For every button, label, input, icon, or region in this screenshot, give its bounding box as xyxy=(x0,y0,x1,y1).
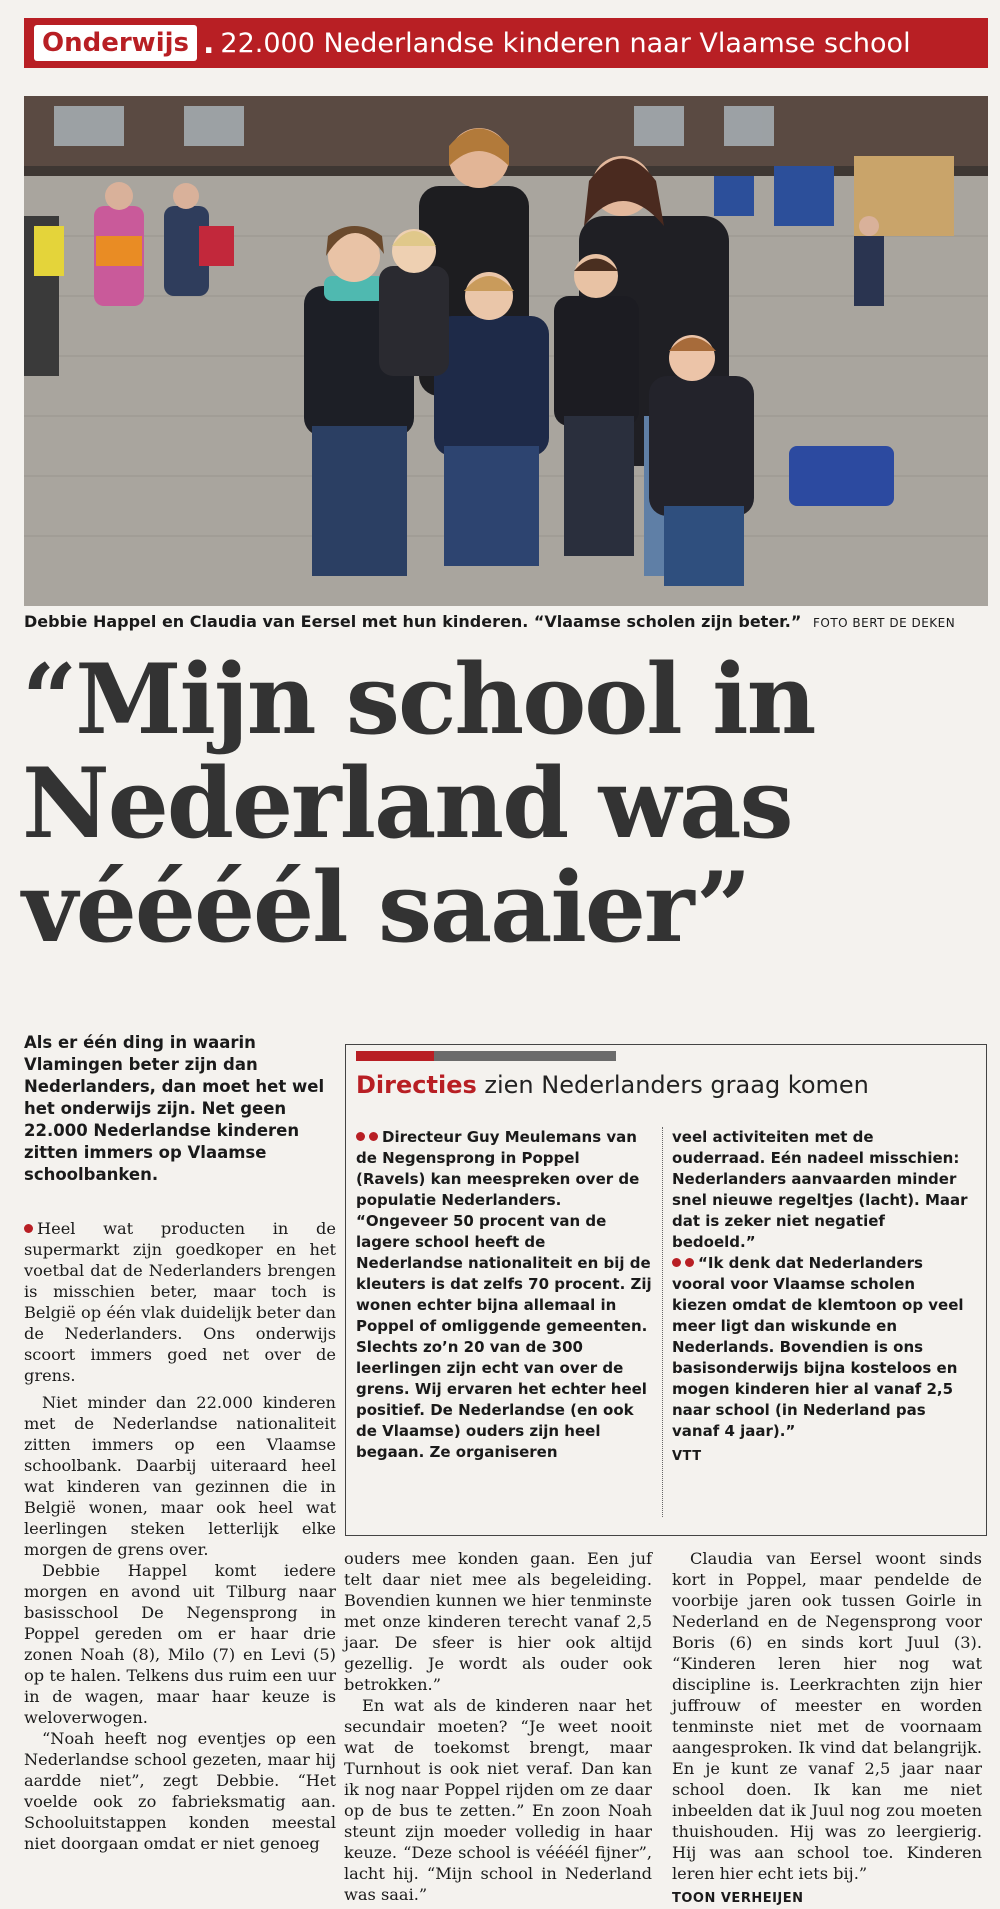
bullet-icon xyxy=(24,1224,33,1233)
article-paragraph: “Noah heeft nog eventjes op een Nederlandse school gezeten, maar hij aardde niet”, zegt Debbie. “Het voelde ook zo fabrieksmatig aan. Schooluitstappen konden meestal niet doorgaan omdat er niet genoeg xyxy=(24,1729,336,1853)
headline xyxy=(22,643,822,964)
box-rule xyxy=(356,1051,616,1061)
box-text: “Ik denk dat Nederlanders vooral voor Vlaamse scholen kiezen omdat de klemtoon op veel meer ligt dan wiskunde en Nederlands. Bovendien is ons basisonderwijs bijna kosteloos en mogen kinderen hier al vanaf 2,5 naar school (in Nederland pas vanaf 4 jaar).” xyxy=(672,1254,964,1440)
article-photo xyxy=(24,96,988,606)
headline-line-2: Nederland was xyxy=(22,747,792,860)
caption-text: Debbie Happel en Claudia van Eersel met hun kinderen. “Vlaamse scholen zijn beter.” xyxy=(24,612,802,631)
photo-credit: FOTO BERT DE DEKEN xyxy=(812,616,956,630)
article-paragraph: ouders mee konden gaan. Een juf telt daar niet mee als begeleiding. Bovendien kunnen we hier tenminste met onze kinderen terecht vanaf 2,5 jaar. De sfeer is hier ook altijd gezellig. Je wordt als ouder ook betrokken.” xyxy=(344,1549,652,1694)
bullet-icon xyxy=(356,1132,365,1141)
headline-line-3: véééél saaier” xyxy=(22,851,750,964)
bullet-icon xyxy=(672,1258,681,1267)
section-separator: . xyxy=(203,25,215,61)
article-paragraph: Debbie Happel komt iedere morgen en avond uit Tilburg naar basisschool De Negensprong in Poppel gereden om er haar drie zonen Noah (8), Milo (7) en Levi (5) op te halen. Telkens dus ruim een uur in de wagen, maar haar keuze is weloverwogen. xyxy=(24,1561,336,1727)
article-paragraph: Claudia van Eersel woont sinds kort in Poppel, maar pendelde de voorbije jaren ook tussen Goirle in Nederland en de Negensprong voor Boris (6) en sinds kort Juul (3). “Kinderen leren hier nog wat discipline is. Leerkrachten zijn hier juffrouw of meester en worden tenminste niet met de voornaam aangesproken. Ik vind dat belangrijk. En je kunt ze vanaf 2,5 jaar naar school doen. Ik kan me niet inbeelden dat ik Juul nog zou moeten thuishouden. Hij was zo leergierig. Hij was aan school toe. Kinderen leren hier echt iets bij.” xyxy=(672,1549,982,1883)
article-column-2 xyxy=(344,1548,652,1905)
lead-paragraph: Als er één ding in waarin Vlamingen beter zijn dan Nederlanders, dan moet het wel het onderwijs zijn. Net geen 22.000 Nederlandse kinderen zitten immers op Vlaamse schoolbanken. xyxy=(24,1033,325,1184)
headline-line-1: “Mijn school in xyxy=(22,643,815,756)
article-paragraph: Heel wat producten in de supermarkt zijn goedkoper en het voetbal dat de Nederlanders brengen is misschien beter, maar toch is België op één vlak duidelijk beter dan de Nederlanders. Ons onderwijs scoort immers goed net over de grens. xyxy=(24,1219,336,1385)
sidebar-box xyxy=(345,1044,987,1536)
article-column-1 xyxy=(24,1218,336,1854)
section-label: Onderwijs xyxy=(34,25,197,61)
box-column-1 xyxy=(356,1127,652,1463)
box-byline: VTT xyxy=(672,1449,702,1464)
bullet-icon xyxy=(685,1258,694,1267)
section-header xyxy=(24,18,988,68)
box-divider xyxy=(662,1127,663,1517)
photo-caption xyxy=(24,612,988,640)
box-text: veel activiteiten met de ouderraad. Eén nadeel misschien: Nederlanders aanvaarden minder snel nieuwe regeltjes (lacht). Maar dat is zeker niet negatief bedoeld.” xyxy=(672,1128,968,1251)
box-column-2 xyxy=(672,1127,972,1467)
section-title: 22.000 Nederlandse kinderen naar Vlaamse school xyxy=(220,27,911,59)
article-paragraph: Niet minder dan 22.000 kinderen met de Nederlandse nationaliteit zitten immers op een Vlaamse schoolbank. Daarbij uiteraard heel wat kinderen van gezinnen die in België wonen, maar ook heel wat leerlingen steken letterlijk elke morgen de grens over. xyxy=(24,1393,336,1559)
box-title xyxy=(356,1071,869,1099)
article-byline: TOON VERHEIJEN xyxy=(672,1891,804,1906)
box-title-rest: zien Nederlanders graag komen xyxy=(476,1071,869,1099)
article-paragraph: En wat als de kinderen naar het secundair moeten? “Je weet nooit wat de toekomst brengt, maar Turnhout is ook niet veraf. Dan kan ik nog naar Poppel rijden om ze daar op de bus te zetten.” En zoon Noah steunt zijn moeder volledig in haar keuze. “Deze school is véééél fijner”, lacht hij. “Mijn school in Nederland was saai.” xyxy=(344,1696,652,1904)
bullet-icon xyxy=(369,1132,378,1141)
box-title-highlight: Directies xyxy=(356,1071,477,1099)
article-column-3 xyxy=(672,1548,982,1909)
photo-illustration xyxy=(24,96,988,606)
box-text: Directeur Guy Meulemans van de Negensprong in Poppel (Ravels) kan meespreken over de populatie Nederlanders. “Ongeveer 50 procent van de lagere school heeft de Nederlandse nationaliteit en bij de kleuters is dat zelfs 70 procent. Zij wonen echter bijna allemaal in Poppel of omliggende gemeenten. Slechts zo’n 20 van de 300 leerlingen zijn echt van over de grens. Wij ervaren het echter heel positief. De Nederlandse (en ook de Vlaamse) ouders zijn heel begaan. Ze organiseren xyxy=(356,1128,652,1461)
